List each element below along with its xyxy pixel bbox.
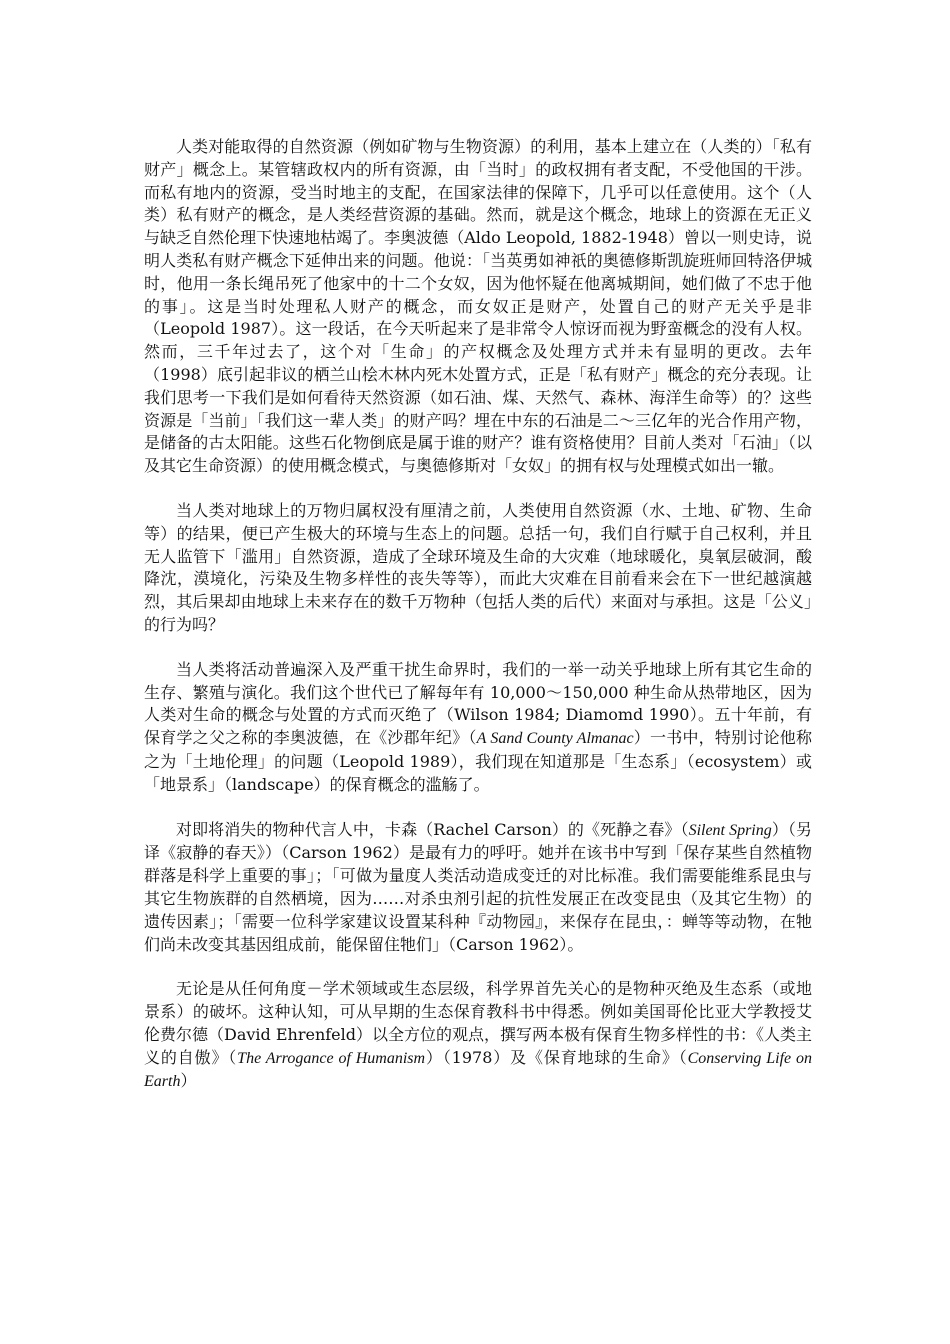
paragraph-1 xyxy=(144,136,812,478)
paragraph-5-text-a: 无论是从任何角度－学术领域或生态层级，科学界首先关心的是物种灭绝及生态系（或地景系）的破坏。这种认知，可从早期的生态保育教科书中得悉。例如美国哥伦比亚大学教授艾伦费尔德（David Ehrenfeld）以全方位的观点，撰写两本极有保育生物多样性的书：《人类主义的自傲》（ xyxy=(144,979,813,1067)
paragraph-1-text: 人类对能取得的自然资源（例如矿物与生物资源）的利用，基本上建立在（人类的）「私有财产」概念上。某管辖政权内的所有资源，由「当时」的政权拥有者支配，不受他国的干涉。而私有地内的资源，受当时地主的支配，在国家法律的保障下，几乎可以任意使用。这个（人类）私有财产的概念，是人类经营资源的基础。然而，就是这个概念，地球上的资源在无正义与缺乏自然伦理下快速地枯竭了。李奥波德（Aldo Leopold, 1882-1948）曾以一则史诗，说明人类私有财产概念下延伸出来的问题。他说：「当英勇如神祇的奥德修斯凯旋班师回特洛伊城时，他用一条长绳吊死了他家中的十二个女奴，因为他怀疑在他离城期间，她们做了不忠于他的事」。这是当时处理私人财产的概念，而女奴正是财产，处置自己的财产无关乎是非（Leopold 1987）。这一段话，在今天听起来了是非常令人惊讶而视为野蛮概念的没有人权。然而，三千年过去了，这个对「生命」的产权概念及处理方式并未有显明的更改。去年（1998）底引起非议的栖兰山桧木林内死木处置方式，正是「私有财产」概念的充分表现。让我们思考一下我们是如何看待天然资源（如石油、煤、天然气、森林、海洋生命等）的？这些资源是「当前」「我们这一辈人类」的财产吗？埋在中东的石油是二～三亿年的光合作用产物，是储备的古太阳能。这些石化物倒底是属于谁的财产？谁有资格使用？目前人类对「石油」（以及其它生命资源）的使用概念模式，与奥德修斯对「女奴」的拥有权与处理模式如出一辙。 xyxy=(144,137,812,476)
paragraph-5 xyxy=(144,978,812,1094)
book-title-conserving-life-on-earth: Conserving Life on Earth xyxy=(144,1049,812,1091)
paragraph-4 xyxy=(144,819,812,957)
paragraph-4-text-a: 对即将消失的物种代言人中，卡森（Rachel Carson）的《死静之春》（ xyxy=(176,819,689,839)
book-title-sand-county-almanac: A Sand County Almanac xyxy=(476,730,634,748)
book-title-silent-spring: Silent Spring xyxy=(688,821,772,839)
paragraph-3-text-b: ）一书中，特别讨论他称之为「土地伦理」的问题（Leopold 1989），我们现在知道那是「生态系」（ecosystem）或「地景系」（landscape）的保育概念的滥觞了。 xyxy=(144,728,812,794)
book-title-arrogance-of-humanism: The Arrogance of Humanism xyxy=(237,1049,426,1067)
paragraph-4-text-b: ）（另译《寂静的春天》）（Carson 1962）是最有力的呼吁。她并在该书中写到「保存某些自然植物群落是科学上重要的事」；「可做为量度人类活动造成变迁的对比标准。我们需要能维系昆虫与其它生物族群的自然栖境，因为……对杀虫剂引起的抗性发展正在改变昆虫（及其它生物）的遗传因素」；「需要一位科学家建议设置某科种『动物园』，来保存在昆虫，：蝉等等动物，在牠们尚未改变其基因组成前，能保留住牠们」（Carson 1962）。 xyxy=(144,819,812,954)
paragraph-5-text-b: ）（1978）及《保育地球的生命》（ xyxy=(425,1047,688,1067)
paragraph-2-text: 当人类对地球上的万物归属权没有厘清之前，人类使用自然资源（水、土地、矿物、生命等）的结果，便已产生极大的环境与生态上的问题。总括一句，我们自行赋于自己权利，并且无人监管下「滥用」自然资源，造成了全球环境及生命的大灾难（地球暖化，臭氧层破洞，酸降沈，漠境化，污染及生物多样性的丧失等等），而此大灾难在目前看来会在下一世纪越演越烈，其后果却由地球上未来存在的数千万物种（包括人类的后代）来面对与承担。这是「公义」的行为吗？ xyxy=(144,500,812,634)
paragraph-5-text-c: ） xyxy=(180,1071,197,1091)
paragraph-2 xyxy=(144,500,812,637)
paragraph-3-text-a: 当人类将活动普遍深入及严重干扰生命界时，我们的一举一动关乎地球上所有其它生命的生存、繁殖与演化。我们这个世代已了解每年有 10,000～150,000 种生命从热带地区，因为人类对生命的概念与处置的方式而灭绝了（Wilson 1984; Diamomd 1990）。五十年前，有保育学之父之称的李奥波德，在《沙郡年纪》（ xyxy=(144,659,812,748)
document-body xyxy=(144,136,812,1116)
paragraph-3 xyxy=(144,659,812,797)
